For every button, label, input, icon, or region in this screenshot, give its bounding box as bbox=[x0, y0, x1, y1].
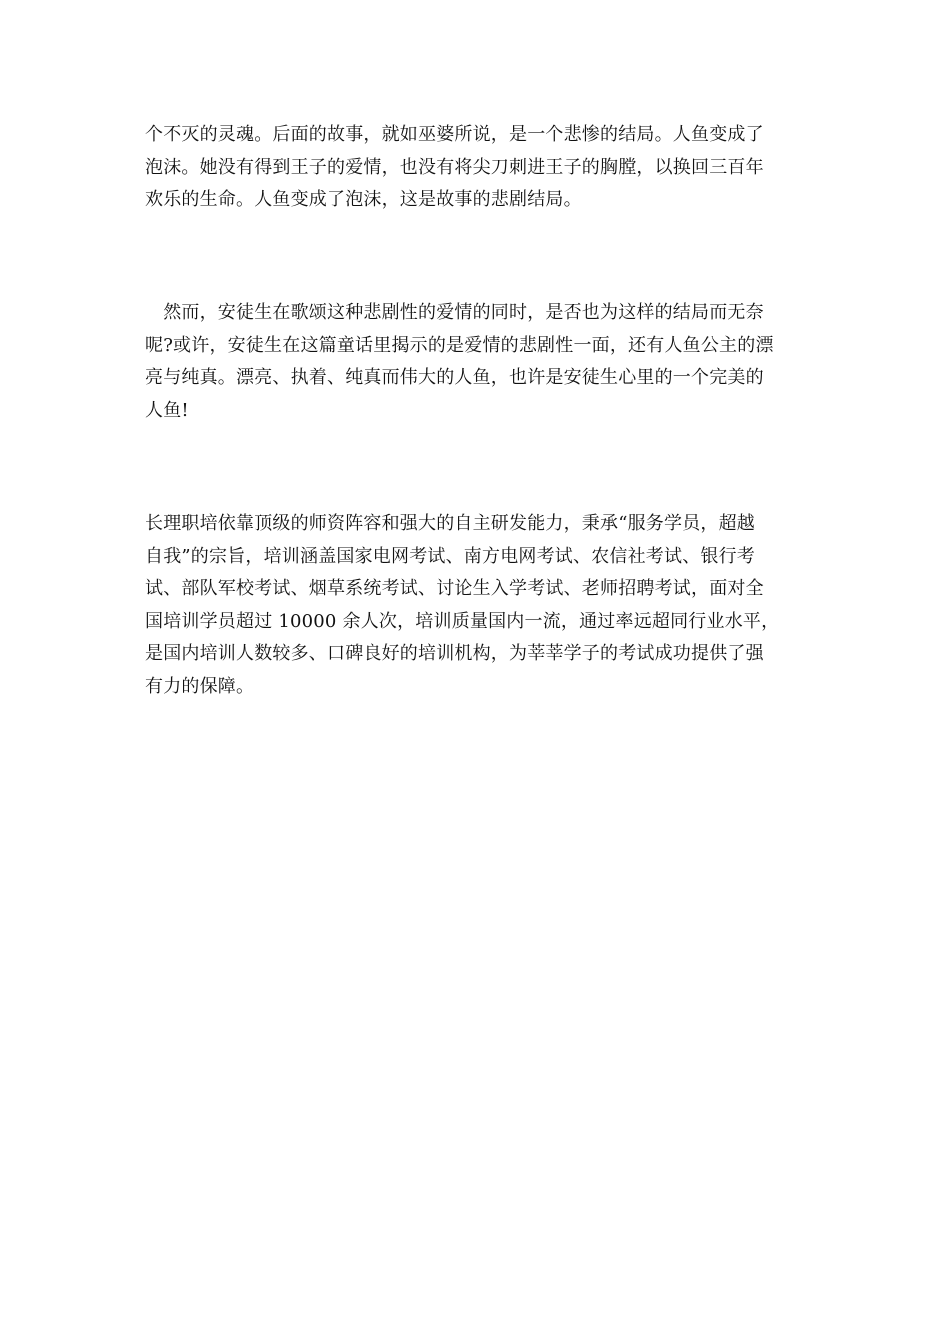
text-line: 然而，安徒生在歌颂这种悲剧性的爱情的同时，是否也为这样的结局而无奈 bbox=[145, 302, 764, 323]
text-line: 自我”的宗旨，培训涵盖国家电网考试、南方电网考试、农信社考试、银行考 bbox=[145, 545, 755, 567]
paragraph-little-mermaid-ending bbox=[145, 119, 805, 217]
text-line: 试、部队军校考试、烟草系统考试、讨论生入学考试、老师招聘考试，面对全 bbox=[145, 578, 764, 599]
paragraph-andersen-reflection bbox=[145, 297, 805, 427]
text-line: 人鱼! bbox=[145, 399, 189, 421]
text-line: 欢乐的生命。人鱼变成了泡沫，这是故事的悲剧结局。 bbox=[145, 189, 582, 210]
text-line: 个不灭的灵魂。后面的故事，就如巫婆所说，是一个悲惨的结局。人鱼变成了 bbox=[145, 124, 764, 145]
text-line: 呢?或许，安徒生在这篇童话里揭示的是爱情的悲剧性一面，还有人鱼公主的漂 bbox=[145, 334, 774, 356]
text-line: 长理职培依靠顶级的师资阵容和强大的自主研发能力，秉承“服务学员，超越 bbox=[145, 513, 755, 534]
text-line: 国培训学员超过 10000 余人次，培训质量国内一流，通过率远超同行业水平， bbox=[145, 610, 780, 632]
text-line: 有力的保障。 bbox=[145, 675, 255, 697]
text-line: 是国内培训人数较多、口碑良好的培训机构，为莘莘学子的考试成功提供了强 bbox=[145, 643, 764, 664]
text-line: 亮与纯真。漂亮、执着、纯真而伟大的人鱼，也许是安徒生心里的一个完美的 bbox=[145, 367, 764, 388]
paragraph-training-promo bbox=[145, 508, 805, 703]
text-line: 泡沫。她没有得到王子的爱情，也没有将尖刀刺进王子的胸膛，以换回三百年 bbox=[145, 156, 764, 178]
